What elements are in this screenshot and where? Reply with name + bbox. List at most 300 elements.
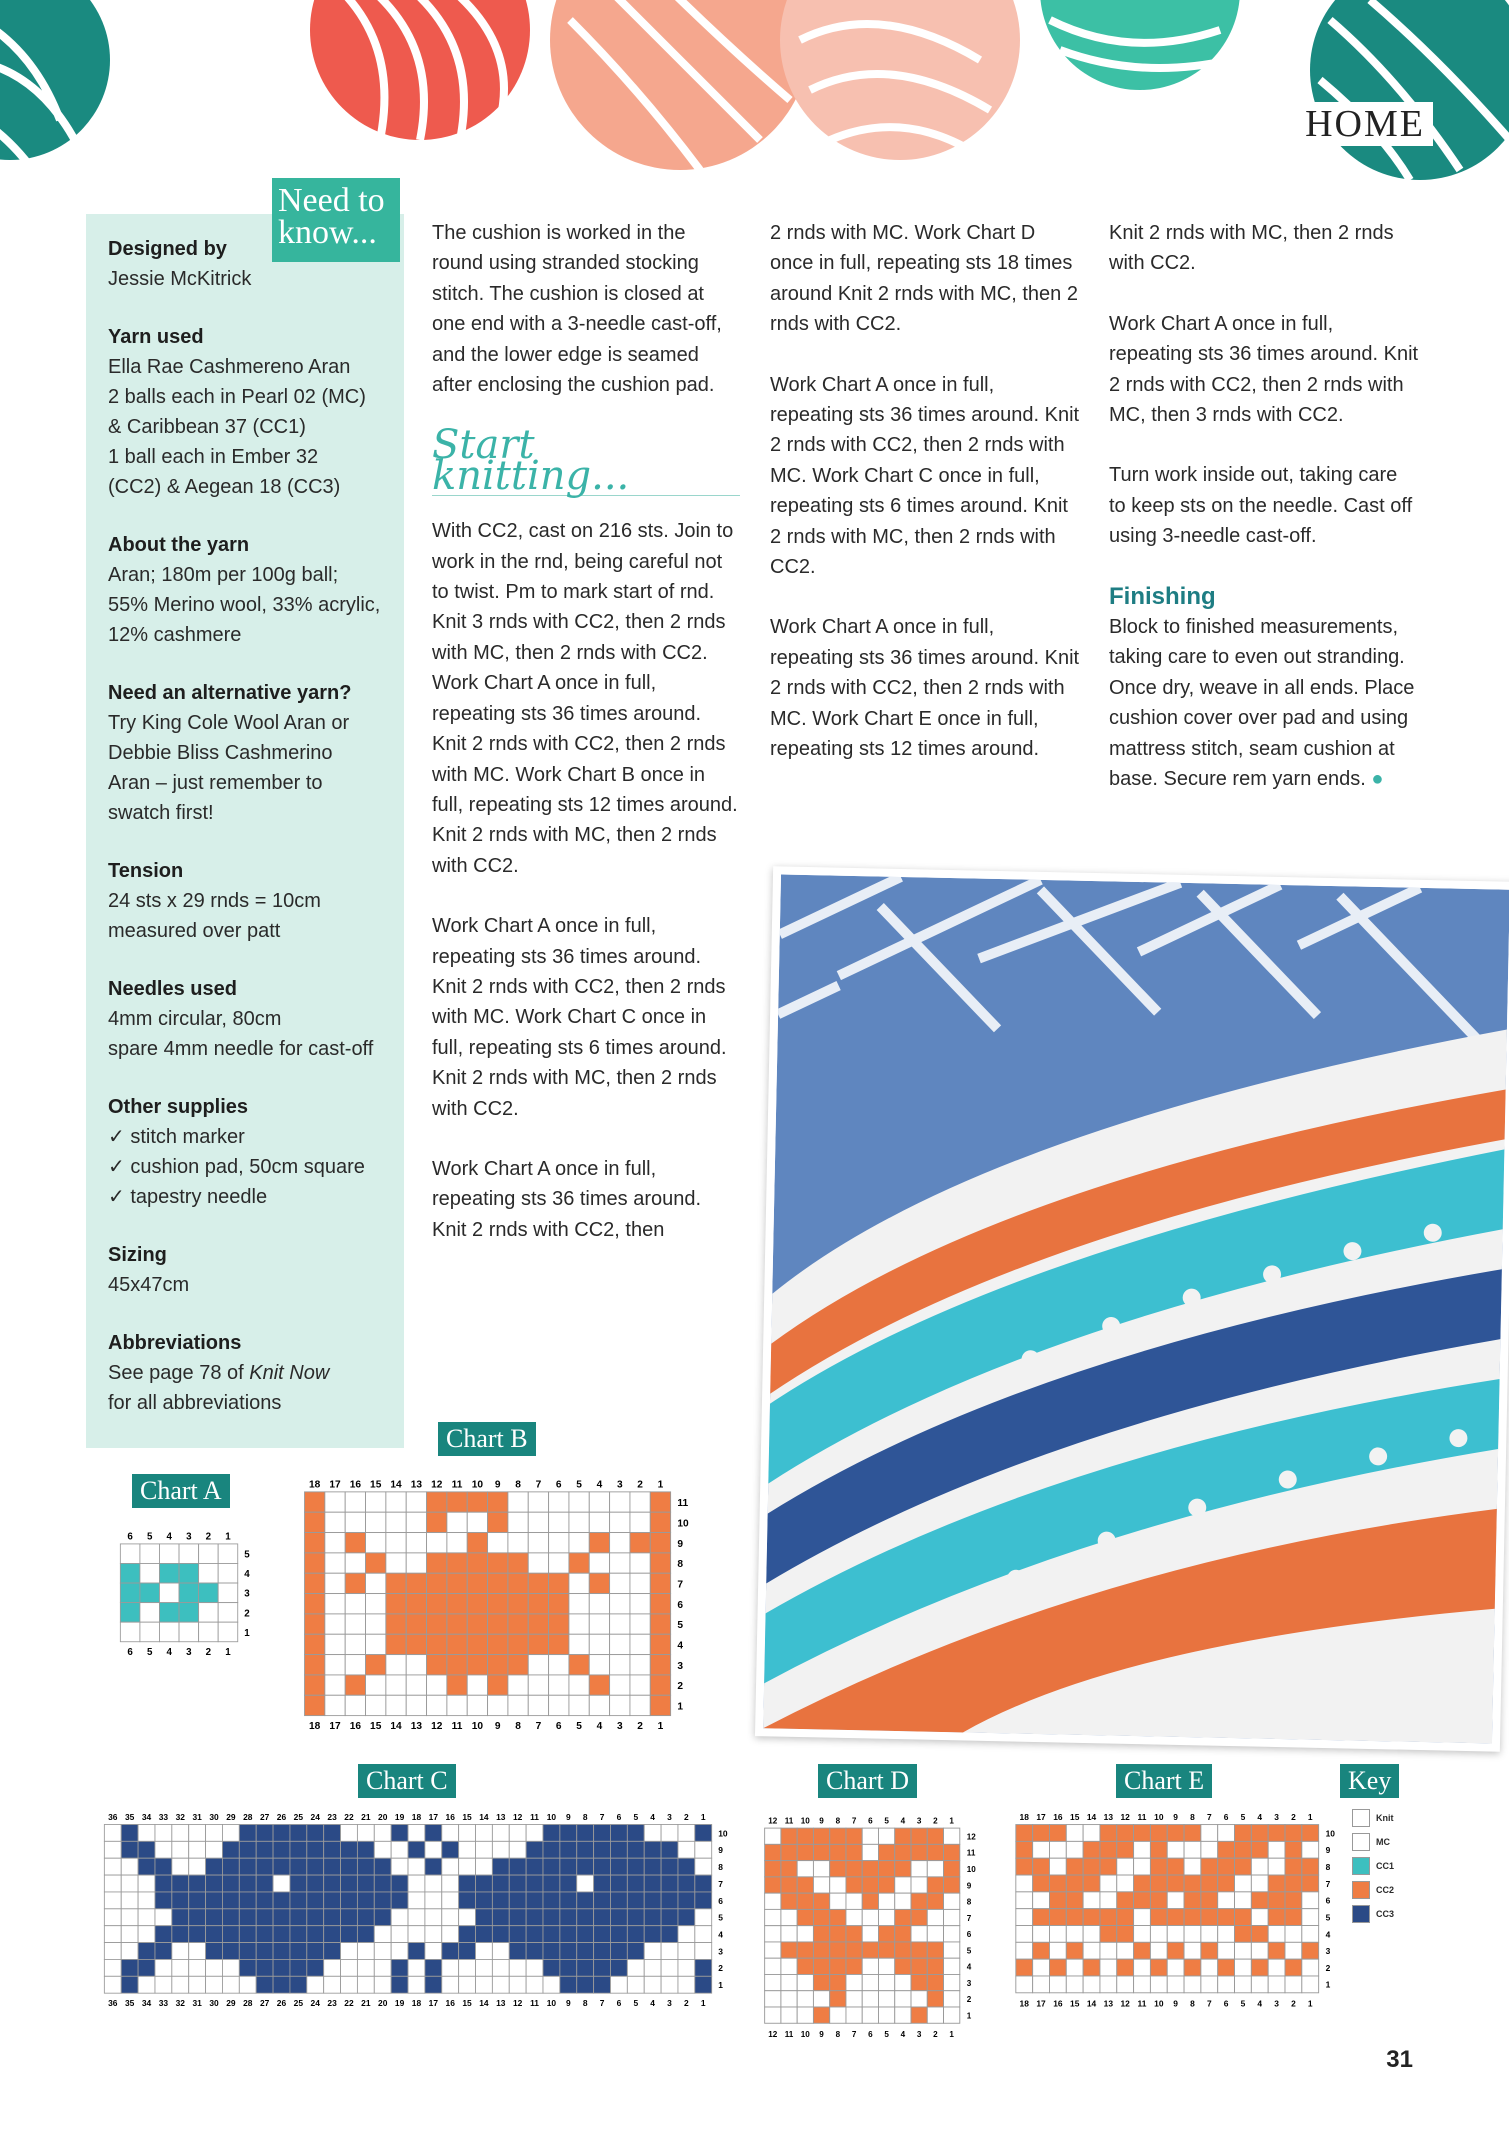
key-item	[1352, 1830, 1394, 1854]
chart-cell	[189, 1858, 206, 1875]
chart-cell	[911, 1844, 927, 1860]
chart-cell	[206, 1909, 223, 1926]
chart-cell	[1251, 1875, 1268, 1892]
chart-cell	[120, 1583, 140, 1603]
chart-cell	[878, 1942, 894, 1958]
row-number: 4	[1325, 1929, 1331, 1940]
chart-cell	[357, 1875, 374, 1892]
column-number: 23	[327, 1812, 337, 1823]
chart-cell	[121, 1858, 138, 1875]
chart-cell	[528, 1512, 548, 1532]
chart-cell	[661, 1841, 678, 1858]
column-number: 36	[108, 1998, 118, 2009]
chart-cell	[222, 1858, 239, 1875]
column-number: 13	[1103, 1998, 1114, 2009]
chart-cell	[1016, 1875, 1033, 1892]
chart-cell	[104, 1976, 121, 1993]
chart-cell	[324, 1926, 341, 1943]
chart-cell	[1117, 1841, 1134, 1858]
column-number: 11	[451, 1479, 463, 1491]
chart-cell	[341, 1959, 358, 1976]
chart-cell	[425, 1909, 442, 1926]
chart-cell	[1049, 1875, 1066, 1892]
chart-c-title: Chart C	[358, 1764, 456, 1798]
chart-cell	[239, 1875, 256, 1892]
chart-cell	[543, 1841, 560, 1858]
chart-cell	[1066, 1976, 1083, 1993]
chart-cell	[442, 1976, 459, 1993]
chart-cell	[206, 1875, 223, 1892]
chart-cell	[1184, 1892, 1201, 1909]
chart-cell	[1083, 1892, 1100, 1909]
chart-cell	[1167, 1875, 1184, 1892]
chart-cell	[644, 1858, 661, 1875]
alternative-yarn-section	[108, 678, 404, 828]
chart-cell	[305, 1655, 325, 1675]
chart-cell	[627, 1875, 644, 1892]
chart-cell	[324, 1824, 341, 1841]
chart-cell	[172, 1841, 189, 1858]
chart-cell	[391, 1841, 408, 1858]
chart-cell	[846, 1974, 862, 1990]
chart-cell	[442, 1824, 459, 1841]
column-number: 7	[599, 1998, 605, 2009]
key-item	[1352, 1854, 1394, 1878]
chart-cell	[256, 1976, 273, 1993]
column-number: 14	[479, 1812, 489, 1823]
chart-cell	[528, 1614, 548, 1634]
row-number: 2	[677, 1681, 684, 1693]
column-number: 5	[1240, 1998, 1246, 2009]
chart-cell	[1117, 1892, 1134, 1909]
chart-cell	[442, 1959, 459, 1976]
chart-cell	[927, 1974, 943, 1990]
column-number: 20	[378, 1812, 388, 1823]
chart-cell	[610, 1858, 627, 1875]
row-number: 2	[718, 1963, 723, 1974]
chart-cell	[650, 1533, 670, 1553]
chart-cell	[509, 1976, 526, 1993]
chart-cell	[610, 1675, 630, 1695]
chart-cell	[846, 1893, 862, 1909]
chart-cell	[781, 1909, 797, 1925]
chart-cell	[560, 1926, 577, 1943]
chart-cell	[1033, 1926, 1050, 1943]
chart-cell	[1218, 1942, 1235, 1959]
chart-cell	[1235, 1909, 1252, 1926]
chart-cell	[862, 1861, 878, 1877]
column-number: 3	[916, 1816, 922, 1826]
chart-cell	[159, 1583, 179, 1603]
chart-cell	[138, 1976, 155, 1993]
chart-cell	[589, 1614, 609, 1634]
yarn-ball-mint	[1040, 0, 1240, 90]
chart-cell	[1016, 1926, 1033, 1943]
chart-cell	[610, 1492, 630, 1512]
chart-cell	[526, 1858, 543, 1875]
column-number: 9	[565, 1998, 571, 2009]
chart-cell	[644, 1976, 661, 1993]
yarn-line: (CC2) & Aegean 18 (CC3)	[108, 476, 341, 498]
column-number: 26	[276, 1998, 287, 2009]
chart-cell	[425, 1858, 442, 1875]
chart-cell	[1100, 1858, 1117, 1875]
column-number: 23	[327, 1998, 337, 2009]
chart-cell	[345, 1675, 365, 1695]
chart-cell	[911, 1861, 927, 1877]
chart-cell	[1150, 1858, 1167, 1875]
chart-cell	[120, 1563, 140, 1583]
chart-cell	[846, 2007, 862, 2023]
chart-cell	[589, 1573, 609, 1593]
chart-cell	[577, 1926, 594, 1943]
chart-cell	[594, 1943, 611, 1960]
chart-cell	[846, 1958, 862, 1974]
chart-cell	[589, 1655, 609, 1675]
chart-cell	[104, 1824, 121, 1841]
chart-cell	[324, 1858, 341, 1875]
chart-cell	[305, 1614, 325, 1634]
chart-cell	[1150, 1909, 1167, 1926]
column-number: 2	[637, 1479, 643, 1491]
sizing-heading: Sizing	[108, 1244, 167, 1266]
column-number: 4	[900, 1816, 906, 1826]
column-number: 7	[1206, 1811, 1212, 1822]
key-label: CC1	[1376, 1861, 1395, 1871]
chart-cell	[549, 1594, 569, 1614]
chart-cell	[459, 1926, 476, 1943]
chart-d-title: Chart D	[818, 1764, 917, 1798]
column-number: 5	[576, 1479, 582, 1491]
chart-cell	[189, 1926, 206, 1943]
chart-cell	[324, 1943, 341, 1960]
abbr-line	[108, 1358, 404, 1388]
chart-cell	[661, 1959, 678, 1976]
chart-cell	[1016, 1841, 1033, 1858]
chart-a	[116, 1520, 266, 1670]
chart-cell	[862, 1991, 878, 2007]
chart-cell	[391, 1909, 408, 1926]
chart-cell	[1184, 1875, 1201, 1892]
chart-e-title: Chart E	[1116, 1764, 1212, 1798]
chart-cell	[374, 1959, 391, 1976]
supply-item: ✓ tapestry needle	[108, 1186, 268, 1208]
chart-cell	[1268, 1892, 1285, 1909]
chart-cell	[239, 1858, 256, 1875]
chart-b-title: Chart B	[438, 1422, 536, 1456]
supply-item: ✓ stitch marker	[108, 1126, 245, 1148]
row-number: 5	[966, 1946, 972, 1956]
row-number: 6	[677, 1599, 684, 1611]
column-number: 24	[310, 1998, 320, 2009]
chart-cell	[324, 1976, 341, 1993]
chart-cell	[797, 2007, 813, 2023]
chart-cell	[492, 1875, 509, 1892]
chart-cell	[650, 1553, 670, 1573]
column-number: 1	[657, 1721, 664, 1733]
chart-cell	[1083, 1909, 1100, 1926]
chart-cell	[830, 2007, 846, 2023]
chart-cell	[1268, 1875, 1285, 1892]
chart-cell	[944, 1909, 960, 1925]
chart-cell	[256, 1824, 273, 1841]
chart-cell	[239, 1959, 256, 1976]
chart-cell	[1184, 1942, 1201, 1959]
yarn-heading: Yarn used	[108, 326, 204, 348]
yarn-ball-coral	[550, 0, 810, 170]
chart-cell	[218, 1622, 238, 1642]
chart-cell	[630, 1655, 650, 1675]
key-label: MC	[1376, 1837, 1390, 1847]
chart-cell	[765, 1942, 781, 1958]
chart-cell	[476, 1926, 493, 1943]
chart-cell	[1251, 1892, 1268, 1909]
row-number: 3	[677, 1660, 684, 1672]
chart-cell	[797, 1942, 813, 1958]
chart-cell	[290, 1909, 307, 1926]
chart-cell	[543, 1824, 560, 1841]
column-number: 6	[1223, 1998, 1229, 2009]
chart-cell	[509, 1892, 526, 1909]
chart-cell	[1285, 1976, 1302, 1993]
chart-cell	[467, 1675, 487, 1695]
chart-cell	[508, 1634, 528, 1654]
chart-cell	[644, 1909, 661, 1926]
chart-cell	[239, 1909, 256, 1926]
alt-line: Debbie Bliss Cashmerino	[108, 742, 333, 764]
chart-cell	[630, 1553, 650, 1573]
chart-cell	[610, 1695, 630, 1715]
column-number: 14	[1086, 1811, 1097, 1822]
chart-cell	[781, 2007, 797, 2023]
column-number: 11	[451, 1721, 463, 1733]
yarn-line: & Caribbean 37 (CC1)	[108, 416, 306, 438]
chart-cell	[911, 1893, 927, 1909]
chart-cell	[206, 1976, 223, 1993]
instruction-paragraph: Work Chart A once in full, repeating sts 36 times around. Knit 2 rnds with CC2, then 2 rnds with MC. Work Chart E once in full, repeating sts 12 times around.	[770, 616, 1080, 761]
chart-cell	[391, 1875, 408, 1892]
chart-cell	[526, 1841, 543, 1858]
chart-d	[760, 1806, 990, 2050]
row-number: 7	[1325, 1878, 1331, 1889]
chart-cell	[895, 1893, 911, 1909]
chart-cell	[366, 1634, 386, 1654]
chart-cell	[797, 1974, 813, 1990]
chart-cell	[1167, 1942, 1184, 1959]
chart-cell	[189, 1841, 206, 1858]
chart-cell	[577, 1892, 594, 1909]
chart-cell	[121, 1892, 138, 1909]
chart-cell	[927, 1828, 943, 1844]
chart-cell	[781, 1844, 797, 1860]
chart-cell	[944, 1942, 960, 1958]
chart-cell	[427, 1655, 447, 1675]
key-label: CC3	[1376, 1909, 1395, 1919]
chart-cell	[765, 1861, 781, 1877]
column-number: 1	[700, 1812, 706, 1823]
column-number: 28	[243, 1812, 253, 1823]
chart-cell	[1167, 1976, 1184, 1993]
chart-cell	[813, 1942, 829, 1958]
chart-cell	[206, 1824, 223, 1841]
column-number: 10	[546, 1812, 557, 1823]
chart-cell	[610, 1824, 627, 1841]
column-number: 4	[1257, 1998, 1263, 2009]
alt-line: Try King Cole Wool Aran or	[108, 712, 350, 734]
chart-cell	[120, 1544, 140, 1564]
instruction-paragraph: Knit 2 rnds with MC, then 2 rnds with CC2.	[1109, 222, 1394, 275]
chart-cell	[357, 1841, 374, 1858]
chart-cell	[627, 1959, 644, 1976]
chart-cell	[374, 1909, 391, 1926]
yarn-section	[108, 322, 404, 502]
row-number: 10	[718, 1828, 728, 1839]
chart-cell	[695, 1875, 712, 1892]
chart-cell	[1201, 1959, 1218, 1976]
chart-cell	[577, 1824, 594, 1841]
chart-cell	[1083, 1875, 1100, 1892]
alt-line: Aran – just remember to	[108, 772, 323, 794]
chart-cell	[357, 1943, 374, 1960]
chart-cell	[1302, 1942, 1319, 1959]
column-number: 3	[1274, 1998, 1279, 2009]
chart-cell	[862, 1958, 878, 1974]
column-number: 9	[819, 2030, 824, 2040]
chart-cell	[528, 1594, 548, 1614]
chart-cell	[589, 1634, 609, 1654]
chart-cell	[661, 1892, 678, 1909]
column-number: 4	[900, 2030, 906, 2040]
chart-cell	[408, 1959, 425, 1976]
chart-cell	[1285, 1926, 1302, 1943]
chart-cell	[678, 1875, 695, 1892]
key-item	[1352, 1806, 1394, 1830]
column-number: 6	[555, 1479, 562, 1491]
chart-cell	[577, 1943, 594, 1960]
column-number: 10	[1154, 1998, 1164, 2009]
chart-cell	[878, 1893, 894, 1909]
abbr-line: for all abbreviations	[108, 1392, 282, 1414]
chart-cell	[630, 1492, 650, 1512]
chart-cell	[476, 1943, 493, 1960]
chart-cell	[159, 1603, 179, 1623]
chart-cell	[325, 1695, 345, 1715]
needles-line: 4mm circular, 80cm	[108, 1008, 282, 1030]
chart-cell	[467, 1614, 487, 1634]
instruction-paragraph: With CC2, cast on 216 sts. Join to work in the rnd, being careful not to twist. Pm to mark start of rnd. Knit 3 rnds with CC2, then 2 rnds with MC, then 2 rnds with CC2. Work Chart A once in full, repeating sts 36 times around. Knit 2 rnds with CC2, then 2 rnds with MC. Work Chart B once in full, repeating sts 12 times around. Knit 2 rnds with MC, then 2 rnds with CC2.	[432, 520, 738, 877]
chart-cell	[1066, 1858, 1083, 1875]
chart-cell	[650, 1614, 670, 1634]
chart-cell	[927, 1861, 943, 1877]
chart-cell	[1285, 1959, 1302, 1976]
chart-cell	[408, 1976, 425, 1993]
chart-cell	[324, 1841, 341, 1858]
chart-cell	[155, 1909, 172, 1926]
sizing-value: 45x47cm	[108, 1274, 190, 1296]
chart-cell	[120, 1622, 140, 1642]
chart-cell	[1049, 1976, 1066, 1993]
chart-cell	[594, 1926, 611, 1943]
chart-cell	[172, 1976, 189, 1993]
row-number: 1	[677, 1701, 684, 1713]
chart-cell	[374, 1926, 391, 1943]
chart-cell	[179, 1583, 199, 1603]
chart-cell	[290, 1943, 307, 1960]
column-number: 12	[431, 1721, 443, 1733]
chart-cell	[1251, 1909, 1268, 1926]
chart-cell	[172, 1858, 189, 1875]
chart-cell	[406, 1553, 426, 1573]
column-number: 11	[784, 1816, 794, 1826]
row-number: 2	[244, 1608, 250, 1620]
chart-cell	[324, 1909, 341, 1926]
chart-cell	[528, 1573, 548, 1593]
chart-cell	[1150, 1926, 1167, 1943]
chart-cell	[911, 2007, 927, 2023]
chart-cell	[781, 1958, 797, 1974]
chart-cell	[467, 1533, 487, 1553]
column-number: 11	[1137, 1811, 1147, 1822]
chart-cell	[307, 1909, 324, 1926]
column-number: 18	[411, 1998, 422, 2009]
chart-cell	[121, 1909, 138, 1926]
chart-cell	[1150, 1942, 1167, 1959]
chart-cell	[549, 1695, 569, 1715]
chart-cell	[560, 1959, 577, 1976]
row-number: 9	[1325, 1845, 1331, 1856]
chart-cell	[1049, 1892, 1066, 1909]
chart-cell	[1100, 1942, 1117, 1959]
chart-cell	[307, 1875, 324, 1892]
chart-cell	[1049, 1841, 1066, 1858]
chart-cell	[121, 1976, 138, 1993]
yarn-ball-end-icon: ●	[1371, 768, 1384, 791]
chart-cell	[488, 1573, 508, 1593]
chart-cell	[492, 1909, 509, 1926]
chart-cell	[526, 1909, 543, 1926]
chart-cell	[1285, 1909, 1302, 1926]
chart-cell	[1100, 1926, 1117, 1943]
chart-cell	[944, 1958, 960, 1974]
chart-cell	[1184, 1858, 1201, 1875]
chart-cell	[862, 1828, 878, 1844]
chart-cell	[366, 1594, 386, 1614]
cushion-photo	[755, 866, 1509, 1751]
chart-cell	[528, 1675, 548, 1695]
chart-cell	[526, 1976, 543, 1993]
chart-cell	[307, 1841, 324, 1858]
chart-cell	[307, 1824, 324, 1841]
chart-cell	[644, 1841, 661, 1858]
chart-cell	[627, 1926, 644, 1943]
key-label: Knit	[1376, 1813, 1394, 1823]
column-number: 7	[1206, 1998, 1212, 2009]
chart-cell	[1167, 1892, 1184, 1909]
chart-cell	[508, 1553, 528, 1573]
chart-cell	[569, 1573, 589, 1593]
chart-cell	[543, 1926, 560, 1943]
column-number: 24	[310, 1812, 320, 1823]
chart-cell	[345, 1573, 365, 1593]
chart-cell	[239, 1892, 256, 1909]
chart-cell	[650, 1492, 670, 1512]
chart-cell	[944, 1991, 960, 2007]
row-number: 5	[677, 1620, 684, 1632]
chart-cell	[121, 1926, 138, 1943]
chart-cell	[895, 2007, 911, 2023]
column-number: 32	[175, 1812, 185, 1823]
chart-cell	[427, 1614, 447, 1634]
